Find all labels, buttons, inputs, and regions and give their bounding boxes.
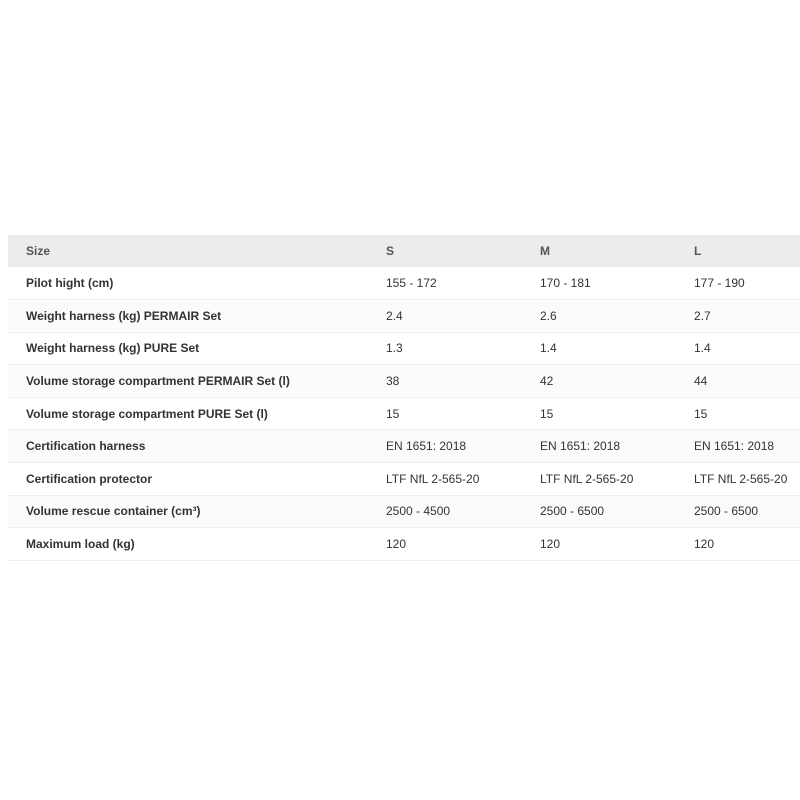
cell-m: 1.4 — [540, 341, 557, 356]
table-header-row — [8, 235, 800, 267]
header-l: L — [694, 244, 702, 258]
cell-s: 1.3 — [386, 341, 403, 356]
size-spec-table — [8, 235, 800, 561]
cell-s: 2500 - 4500 — [386, 504, 451, 519]
row-label: Volume storage compartment PERMAIR Set (l) — [26, 374, 290, 389]
row-label: Certification protector — [26, 471, 153, 486]
row-label: Certification harness — [26, 439, 146, 454]
header-size: Size — [26, 244, 51, 258]
cell-l: 2500 - 6500 — [694, 504, 759, 519]
row-label: Volume rescue container (cm³) — [26, 504, 201, 519]
cell-m: 120 — [540, 537, 561, 552]
cell-l: 177 - 190 — [694, 276, 745, 291]
cell-s: 15 — [386, 406, 400, 421]
cell-s: EN 1651: 2018 — [386, 439, 467, 454]
table-row — [8, 528, 800, 561]
cell-l: LTF NfL 2-565-20 — [694, 471, 788, 486]
cell-l: 44 — [694, 374, 708, 389]
row-label: Weight harness (kg) PURE Set — [26, 341, 200, 356]
header-s: S — [386, 244, 395, 258]
table-row — [8, 300, 800, 333]
cell-s: 2.4 — [386, 308, 403, 323]
cell-s: LTF NfL 2-565-20 — [386, 471, 480, 486]
row-label: Pilot hight (cm) — [26, 276, 114, 291]
cell-m: 170 - 181 — [540, 276, 591, 291]
cell-l: EN 1651: 2018 — [694, 439, 775, 454]
row-label: Weight harness (kg) PERMAIR Set — [26, 308, 222, 323]
cell-m: EN 1651: 2018 — [540, 439, 621, 454]
table-row — [8, 267, 800, 300]
spec-table-container — [8, 235, 800, 561]
cell-m: LTF NfL 2-565-20 — [540, 471, 634, 486]
cell-l: 2.7 — [694, 308, 711, 323]
table-row — [8, 365, 800, 398]
table-row — [8, 332, 800, 365]
row-label: Volume storage compartment PURE Set (l) — [26, 406, 268, 421]
cell-m: 15 — [540, 406, 554, 421]
table-row — [8, 495, 800, 528]
cell-l: 1.4 — [694, 341, 711, 356]
cell-s: 38 — [386, 374, 400, 389]
cell-m: 2500 - 6500 — [540, 504, 605, 519]
table-row — [8, 430, 800, 463]
table-row — [8, 463, 800, 496]
table-row — [8, 397, 800, 430]
cell-s: 120 — [386, 537, 407, 552]
cell-s: 155 - 172 — [386, 276, 437, 291]
cell-l: 15 — [694, 406, 708, 421]
cell-m: 42 — [540, 374, 554, 389]
cell-m: 2.6 — [540, 308, 557, 323]
row-label: Maximum load (kg) — [26, 537, 135, 552]
header-m: M — [540, 244, 550, 258]
cell-l: 120 — [694, 537, 715, 552]
